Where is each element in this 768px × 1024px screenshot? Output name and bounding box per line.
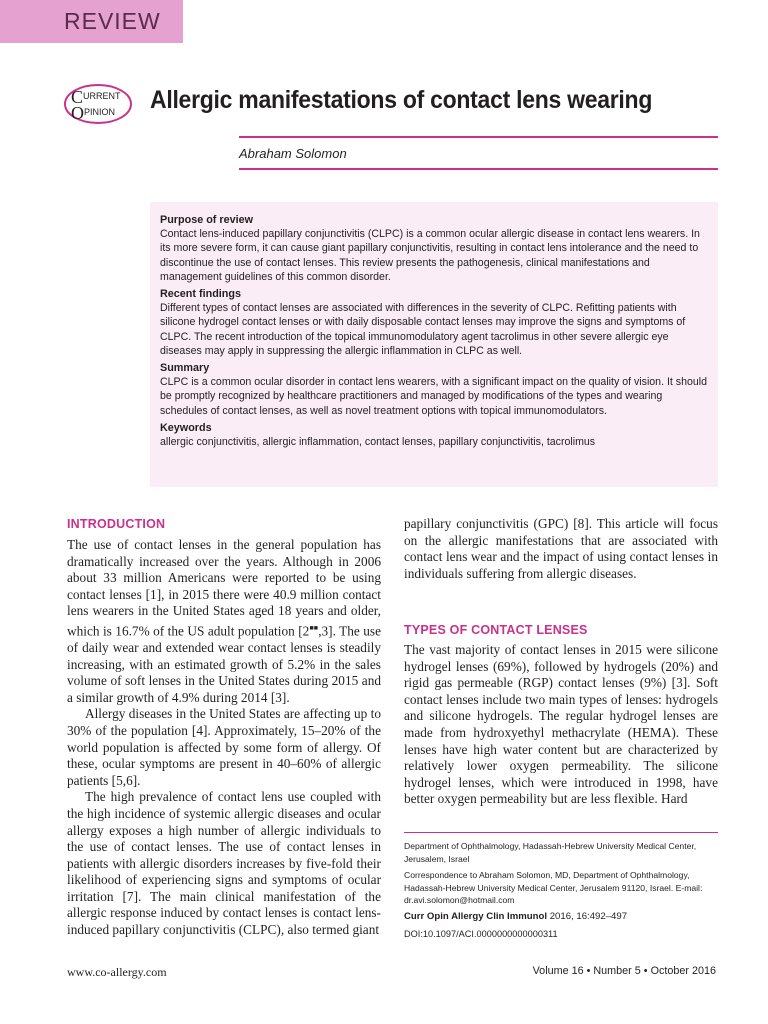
intro-paragraph-4: papillary conjunctivitis (GPC) [8]. This article will focus on the allergic manifestations that are associated with contact lens wear and the impact of using contact lenses in individuals suffering from allergic diseases. xyxy=(404,516,718,581)
title-rule xyxy=(239,136,718,138)
summary-text: CLPC is a common ocular disorder in contact lens wearers, with a significant impact on the quality of vision. It should be promptly recognized by healthcare practitioners and managed by modifications of the types and wearing schedules of contact lenses, as well as novel treatment options with topical immunomodulators. xyxy=(160,376,708,417)
logo-letter-o: O xyxy=(71,103,84,123)
issue-info: Volume 16 • Number 5 • October 2016 xyxy=(532,965,716,977)
intro-paragraph-2: Allergy diseases in the United States are affecting up to 30% of the population [4]. Approximately, 15–20% of the world population is affected by some form of allergy. Of these, ocular symptoms are present in 40–60% of allergic patients [5,6]. xyxy=(67,706,381,788)
types-heading: TYPES OF CONTACT LENSES xyxy=(404,623,588,637)
logo-line1: URRENT xyxy=(83,91,121,101)
abstract-box xyxy=(150,202,718,487)
right-column-top xyxy=(404,516,718,582)
logo-line2: PINION xyxy=(84,107,116,117)
affiliation: Department of Ophthalmology, Hadassah-Hebrew University Medical Center, Jerusalem, Israel xyxy=(404,841,697,864)
citation xyxy=(404,911,718,924)
author-rule xyxy=(239,168,718,170)
doi: DOI:10.1097/ACI.0000000000000311 xyxy=(404,928,558,939)
intro-p1-part-b: ,3]. The use of daily wear and extended wear contact lenses is steadily increasing, with an estimated growth of 5.2% in the sales volume of soft lenses in the United States during 2015 and a similar growth of 4.9% during 2014 [3]. xyxy=(67,623,381,705)
intro-paragraph-3: The high prevalence of contact lens use coupled with the high incidence of systemic allergic diseases and ocular allergy exposes a high number of allergic individuals to the use of contact lenses. The use of contact lenses in patients with allergic disorders increases by five-fold their likelihood of experiencing signs and symptoms of ocular irritation [7]. The main clinical manifestation of the allergic response induced by contact lenses is contact lens-induced papillary conjunctivitis (CLPC), also termed giant xyxy=(67,789,381,938)
intro-p1-part-a: The use of contact lenses in the general population has dramatically increased over the years. Although in 2006 about 33 million Americans were reported to be using contact lenses [1], in 2015 there were 40.9 million contact lens wearers in the United States aged 18 years and older, which is 16.7% of the US adult population [2 xyxy=(67,537,381,639)
logo-letter-c: C xyxy=(71,87,84,107)
citation-journal: Curr Opin Allergy Clin Immunol xyxy=(404,910,548,922)
keywords-heading: Keywords xyxy=(160,421,212,434)
findings-text: Different types of contact lenses are associated with differences in the severity of CLPC. Refitting patients with silicone hydrogel contact lenses or with daily disposable contact lenses may improve the signs and symptoms of CLPC. The recent introduction of the topical immunomodulatory agent tacrolimus in other severe allergic eye diseases may apply in suppressing the allergic inflammation in CLPC as well. xyxy=(160,302,686,357)
footnote-rule xyxy=(404,832,718,833)
findings-heading: Recent findings xyxy=(160,288,241,301)
current-opinion-logo xyxy=(63,82,133,126)
review-tab-label: REVIEW xyxy=(64,8,161,34)
article-title: Allergic manifestations of contact lens wearing xyxy=(150,86,653,114)
keywords-text: allergic conjunctivitis, allergic inflammation, contact lenses, papillary conjunctivitis, tacrolimus xyxy=(160,436,596,449)
journal-website: www.co-allergy.com xyxy=(67,965,167,979)
purpose-text: Contact lens-induced papillary conjunctivitis (CLPC) is a common ocular allergic disease in contact lens wearers. In its more severe form, it can cause giant papillary conjunctivitis, resulting in contact lens intolerance and the need to discontinue the use of contact lenses. This review presents the pathogenesis, clinical manifestations and management guidelines of this common disorder. xyxy=(160,228,700,283)
correspondence: Correspondence to Abraham Solomon, MD, Department of Ophthalmology, Hadassah-Hebrew University Medical Center, Jerusalem 91120, Israel. E-mail: dr.avi.solomon@hotmail.com xyxy=(404,870,703,906)
right-column-types xyxy=(404,642,718,808)
intro-heading: INTRODUCTION xyxy=(67,517,166,531)
types-paragraph-1: The vast majority of contact lenses in 2015 were silicone hydrogel lenses (69%), followed by hydrogels (20%) and rigid gas permeable (RGP) contact lenses (9%) [3]. Soft contact lenses include two main types of lenses: hydrogels and silicone hydrogels. The regular hydrogel lenses are made from hydroxyethyl methacrylate (HEMA). These lenses have high water content but are characterized by relatively lower oxygen permeability. The silicone hydrogel lenses, which were introduced in 1998, have better oxygen permeability but are less flexible. Hard xyxy=(404,642,718,807)
intro-paragraph-1 xyxy=(67,537,381,706)
summary-heading: Summary xyxy=(160,362,210,375)
purpose-heading: Purpose of review xyxy=(160,214,254,226)
review-tab xyxy=(0,0,183,43)
intro-p1-sup: ■■ xyxy=(309,623,319,632)
footnote-block xyxy=(404,840,718,944)
author-name: Abraham Solomon xyxy=(239,146,347,161)
citation-details: 2016, 16:492–497 xyxy=(547,910,628,922)
left-column xyxy=(67,537,381,939)
